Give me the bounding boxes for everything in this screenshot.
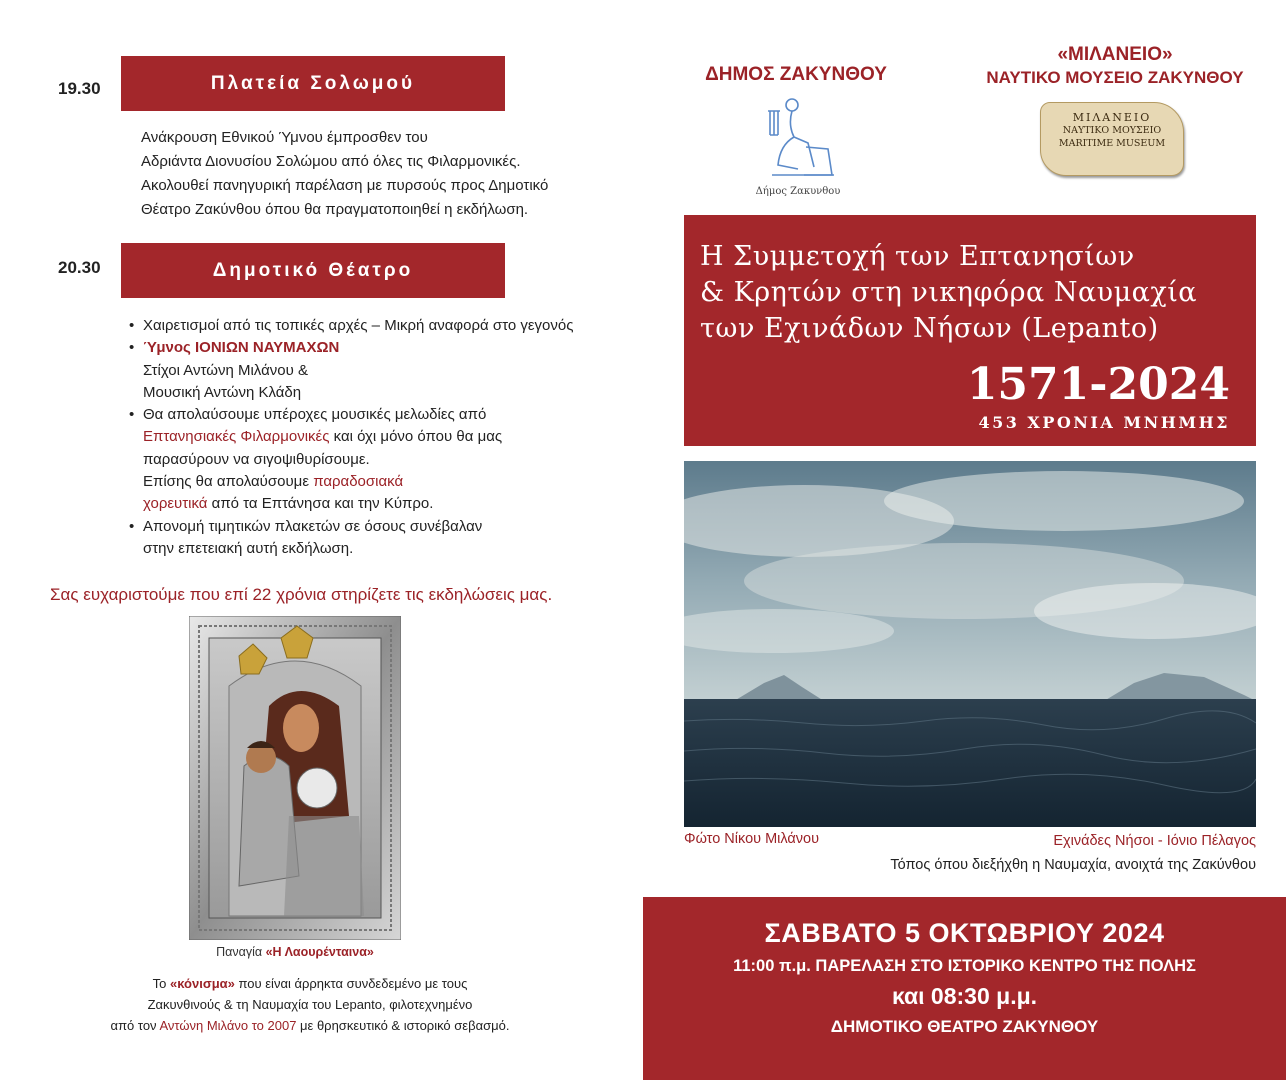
event-evening-time: και 08:30 μ.μ. [891, 983, 1038, 1009]
event-date-box [643, 897, 1286, 1080]
poet-figure-icon [748, 95, 848, 181]
museum-logo-text: ΜΙΛΑΝΕΙΟ [1072, 111, 1152, 124]
list-item: • Θα απολαύσουμε υπέροχες μουσικές μελωδίες από [129, 406, 487, 424]
memory-subtitle: 453 ΧΡΟΝΙΑ ΜΝΗΜΗΣ [978, 413, 1230, 432]
photo-description: Τόπος όπου διεξήχθη η Ναυμαχία, ανοιχτά της Ζακύνθου [890, 857, 1256, 873]
icon-image [189, 616, 401, 940]
list-subline: παρασύρουν να σιγοψιθυρίσουμε. [143, 450, 370, 468]
list-subline: Επτανησιακές Φιλαρμονικές και όχι μόνο όπου θα μας [143, 428, 503, 446]
list-item: • Απονομή τιμητικών πλακετών σε όσους συνέβαλαν [129, 517, 483, 535]
title-line: & Κρητών στη νικηφόρα Ναυμαχία [700, 277, 1198, 308]
photo-location: Εχινάδες Νήσοι - Ιόνιο Πέλαγος [1053, 833, 1256, 849]
section-title-bar: Δημοτικό Θέατρο [121, 243, 505, 298]
title-line: των Εχινάδων Νήσων (Lepanto) [700, 313, 1159, 344]
municipality-name: ΔΗΜΟΣ ΖΑΚΥΝΘΟΥ [705, 64, 887, 85]
list-item: • Ύμνος ΙΟΝΙΩΝ ΝΑΥΜΑΧΩΝ [129, 339, 340, 357]
icon-description [60, 973, 560, 1036]
list-subline: στην επετειακή αυτή εκδήλωση. [143, 539, 354, 557]
event-date: ΣΑΒΒΑΤΟ 5 ΟΚΤΩΒΡΙΟΥ 2024 [764, 918, 1165, 948]
section-title-bar: Πλατεία Σολωμού [121, 56, 505, 111]
event-title-box [684, 215, 1256, 446]
list-subline: χορευτικά από τα Επτάνησα και την Κύπρο. [143, 495, 434, 513]
description-line: Ζακυνθινούς & τη Ναυμαχία του Lepanto, φιλοτεχνημένο [147, 997, 473, 1012]
section-description [141, 126, 548, 222]
framed-icon-illustration [189, 616, 401, 940]
section-time: 20.30 [58, 258, 101, 277]
photo-credit: Φώτο Νίκου Μιλάνου [684, 831, 820, 847]
list-subline: Επίσης θα απολαύσουμε παραδοσιακά [143, 473, 404, 491]
event-venue: ΔΗΜΟΤΙΚΟ ΘΕΑΤΡΟ ΖΑΚΥΝΘΟΥ [830, 1017, 1099, 1036]
description-line: Το «κόνισμα» που είναι άρρηκτα συνδεδεμένο με τους [152, 976, 468, 991]
description-line: Ανάκρουση Εθνικού Ύμνου έμπροσθεν του [141, 129, 428, 146]
sea-photo [684, 461, 1256, 827]
description-line: Ακολουθεί πανηγυρική παρέλαση με πυρσούς προς Δημοτικό [141, 177, 549, 194]
description-line: Θέατρο Ζακύνθου όπου θα πραγματοποιηθεί η εκδήλωση. [141, 201, 529, 218]
list-subline: Μουσική Αντώνη Κλάδη [143, 383, 302, 401]
sea-landscape-illustration [684, 461, 1256, 827]
title-line: Η Συμμετοχή των Επτανησίων [700, 241, 1135, 272]
list-item: • Χαιρετισμοί από τις τοπικές αρχές – Μικρή αναφορά στο γεγονός [129, 317, 574, 334]
icon-caption: Παναγία «Η Λαουρένταινα» [216, 945, 374, 959]
program-list [125, 315, 573, 560]
description-line: Αδριάντα Διονυσίου Σολώμου από όλες τις Φιλαρμονικές. [141, 153, 521, 170]
section-time: 19.30 [58, 79, 101, 98]
municipality-logo [748, 95, 848, 195]
years-range: 1571-2024 [966, 359, 1230, 410]
thanks-message: Σας ευχαριστούμε που επί 22 χρόνια στηρίζετε τις εκδηλώσεις μας. [50, 585, 553, 604]
municipality-logo-text: Δήμος Ζακυνθου [755, 186, 841, 197]
museum-logo [1040, 102, 1184, 176]
list-subline: Στίχοι Αντώνη Μιλάνου & [143, 361, 308, 379]
description-line: από τον Αντώνη Μιλάνο το 2007 με θρησκευτικό & ιστορικό σεβασμό. [110, 1018, 510, 1033]
museum-logo-text: ΝΑΥΤΙΚΟ ΜΟΥΣΕΙΟ [1062, 125, 1162, 136]
museum-name: «ΜΙΛΑΝΕΙΟ» ΝΑΥΤΙΚΟ ΜΟΥΣΕΙΟ ΖΑΚΥΝΘΟΥ [986, 44, 1244, 87]
museum-logo-text: MARITIME MUSEUM [1058, 138, 1166, 149]
event-parade: 11:00 π.μ. ΠΑΡΕΛΑΣΗ ΣΤΟ ΙΣΤΟΡΙΚΟ ΚΕΝΤΡΟ ΤΗΣ ΠΟΛΗΣ [733, 957, 1196, 975]
